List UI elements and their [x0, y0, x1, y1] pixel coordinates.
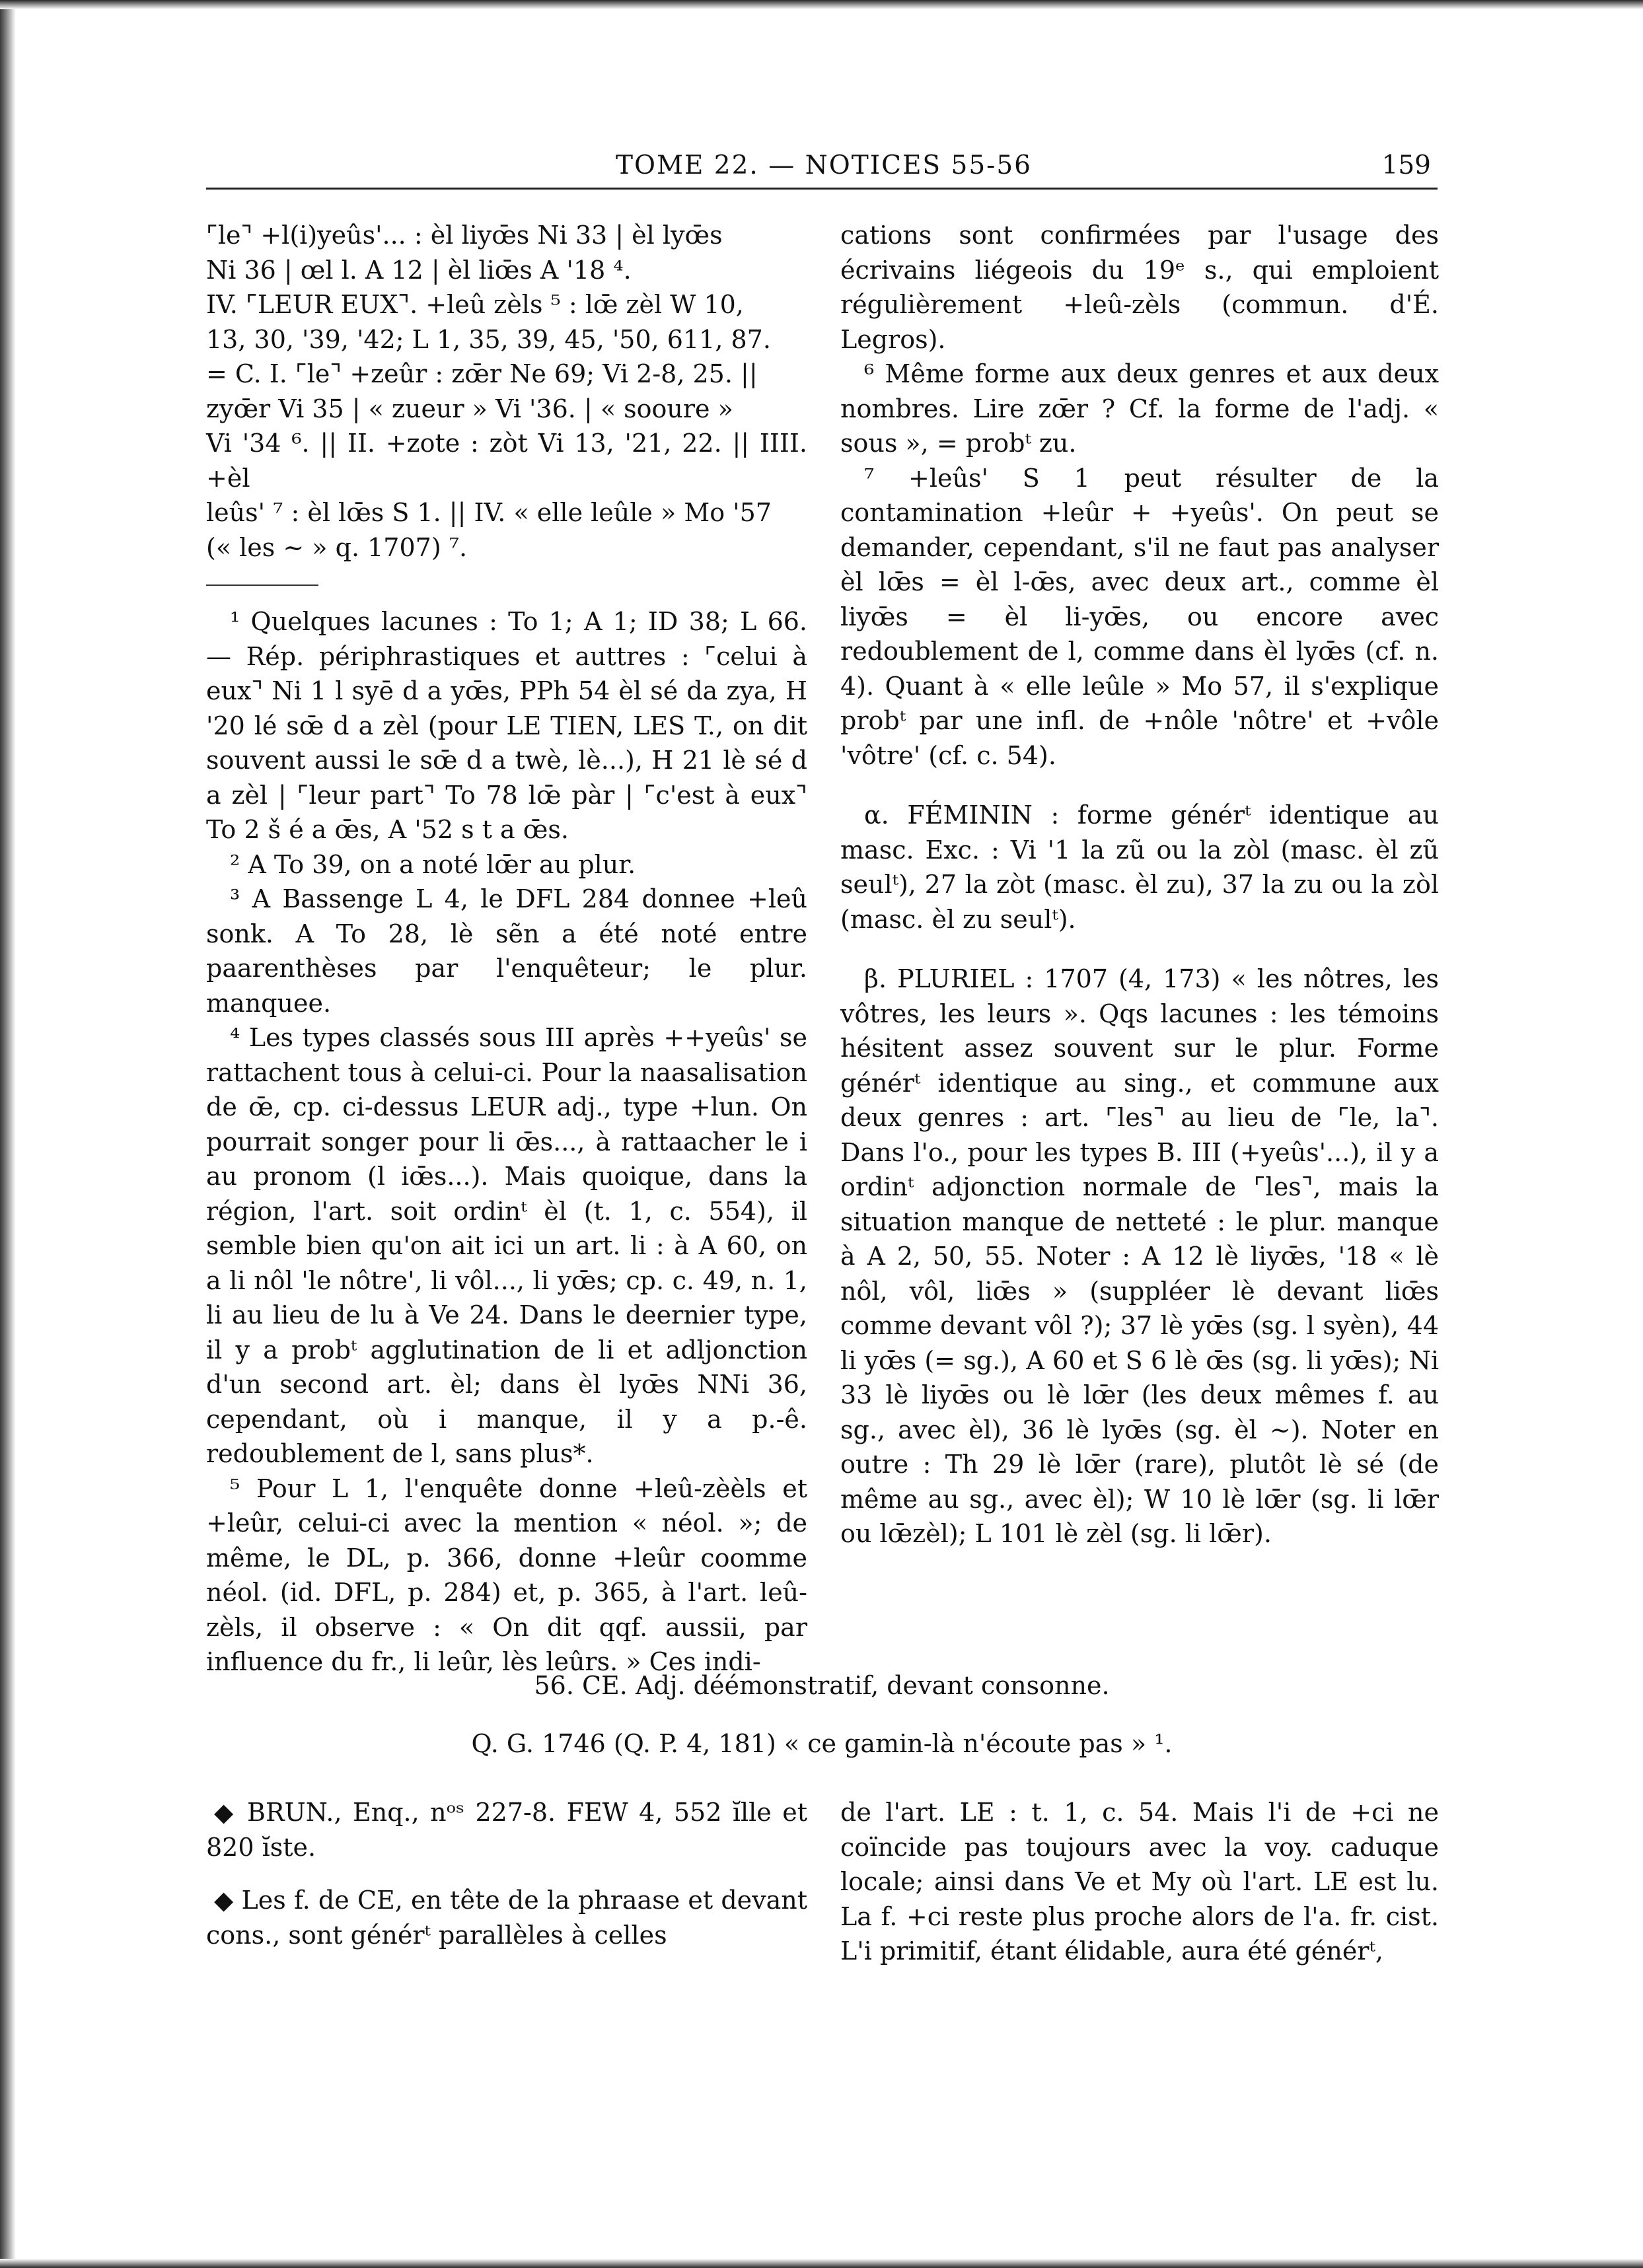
footnote-4: ⁴ Les types classés sous III après ++yeûs' se rattachent tous à celui-ci. Pour la naasalisation de œ̄, cp. ci-dessus LEUR adj., type +lun. On pourrait songer pour li œ̄s..., à rattaacher le i au pronom (l iœ̄s...). Mais quoique, dans la région, l'art. soit ordinᵗ èl (t. 1, c. 554), il semble bien qu'on ait ici un art. li : à A 60, on a li nôl 'le nôtre', li vôl..., li yœ̄s; cp. c. 49, n. 1, li au lieu de lu à Ve 24. Dans le deernier type, il y a probᵗ agglutination de li et adljonction d'un second art. èl; dans èl lyœ̄s NNi 36, cependant, où i manque, il y a p.-ê. redoublement de l, sans plus*.: [206, 1023, 807, 1468]
left-column: [206, 218, 807, 1680]
footnotes: [206, 604, 807, 1680]
scan-left-edge: [0, 0, 16, 2268]
running-title: TOME 22. — NOTICES 55-56: [616, 151, 1032, 180]
scan-top-edge: [0, 0, 1643, 9]
entry-56-reference: ◆ BRUN., Enq., nᵒˢ 227-8. FEW 4, 552 ĭlle et 820 ĭste.: [206, 1798, 807, 1862]
main-line: Ni 36 | œl l. A 12 | èl liœ̄s A '18 ⁴.: [206, 255, 632, 285]
footnotes-continued: [840, 218, 1439, 773]
page-number: 159: [1381, 151, 1431, 180]
main-line: 13, 30, '39, '42; L 1, 35, 39, 45, '50, 611, 87.: [206, 324, 771, 354]
footnote-2: ² A To 39, on a noté lœ̄r au plur.: [230, 849, 636, 879]
footnote-5-continued: cations sont confirmées par l'usage des écrivains liégeois du 19ᵉ s., qui emploient régulièrement +leû-zèls (commun. d'É. Legros).: [840, 221, 1439, 354]
main-line: leûs' ⁷ : èl lœ̄s S 1. || IV. « elle leûle » Mo '57: [206, 498, 772, 527]
footnote-1: ¹ Quelques lacunes : To 1; A 1; ID 38; L 66. — Rép. périphrastiques et auttres : ⌜celui à eux⌝ Ni 1 l syē d a yœ̄s, PPh 54 èl sé da zya, H '20 lé sœ̄ d a zèl (pour LE TIEN, LES T., on dit souvent aussi le sœ̄ d a twè, lè...), H 21 lè sé d a zèl | ⌜leur part⌝ To 78 lœ̄ pàr | ⌜c'est à eux⌝ To 2 š é a œ̄s, A '52 s t a œ̄s.: [206, 607, 807, 844]
footnote-rule: [206, 585, 318, 586]
footnote-7: ⁷ +leûs' S 1 peut résulter de la contamination +leûr + +yeûs'. On peut se demander, cependant, s'il ne faut pas analyser èl lœ̄s = èl l-œ̄s, avec deux art., comme èl liyœ̄s = èl li-yœ̄s, ou encore avec redoublement de l, comme dans èl lyœ̄s (cf. n. 4). Quant à « elle leûle » Mo 57, il s'explique probᵗ par une infl. de +nôle 'nôtre' et +vôle 'vôtre' (cf. c. 54).: [840, 463, 1439, 770]
section-feminine: α. FÉMININ : forme générᵗ identique au masc. Exc. : Vi '1 la zũ ou la zòl (masc. èl zũ seulᵗ), 27 la zòt (masc. èl zu), 37 la zu ou la zòl (masc. èl zu seulᵗ).: [840, 800, 1439, 934]
scan-bottom-edge: [0, 2259, 1643, 2268]
main-line: zyœ̄r Vi 35 | « zueur » Vi '36. | « sooure »: [206, 394, 733, 423]
entry-56-paragraph: ◆ Les f. de CE, en tête de la phraase et devant cons., sont générᵗ parallèles à celles: [206, 1886, 807, 1950]
entry-56-question: Q. G. 1746 (Q. P. 4, 181) « ce gamin-là n'écoute pas » ¹.: [471, 1729, 1173, 1758]
right-column: [840, 218, 1439, 1551]
footnote-3: ³ A Bassenge L 4, le DFL 284 donnee +leû sonk. A To 28, lè sẽn a été noté entre paarenthèses par l'enquêteur; le plur. manquee.: [206, 884, 807, 1018]
main-line: (« les ~ » q. 1707) ⁷.: [206, 532, 468, 562]
entry-55-main: [206, 218, 807, 565]
entry-56-heading: 56. CE. Adj. déémonstratif, devant consonne.: [534, 1671, 1110, 1700]
entry-56-right: [840, 1795, 1439, 1969]
main-line: ⌜le⌝ +l(i)yeûs'... : èl liyœ̄s Ni 33 | èl lyœ̄s: [206, 221, 723, 250]
main-line: IV. ⌜LEUR EUX⌝. +leû zèls ⁵ : lœ̄ zèl W 10,: [206, 290, 744, 319]
entry-56-continuation: de l'art. LE : t. 1, c. 54. Mais l'i de +ci ne coïncide pas toujours avec la voy. caduque locale; ainsi dans Ve et My où l'art. LE est lu. La f. +ci reste plus proche alors de l'a. fr. cist. L'i primitif, étant élidable, aura été générᵗ,: [840, 1798, 1439, 1966]
main-line: = C. I. ⌜le⌝ +zeûr : zœ̄r Ne 69; Vi 2-8, 25. ||: [206, 359, 758, 388]
page-header: [206, 151, 1438, 190]
main-line: Vi '34 ⁶. || II. +zote : zòt Vi 13, '21, 22. || IIII. +èl: [206, 429, 807, 493]
footnote-6: ⁶ Même forme aux deux genres et aux deux nombres. Lire zœ̄r ? Cf. la forme de l'adj. « sous », = probᵗ zu.: [840, 359, 1439, 458]
entry-56-left: [206, 1795, 807, 1952]
section-plural: β. PLURIEL : 1707 (4, 173) « les nôtres, les vôtres, les leurs ». Qqs lacunes : les témoins hésitent assez souvent sur le plur. Forme générᵗ identique au sing., et commune aux deux genres : art. ⌜les⌝ au lieu de ⌜le, la⌝. Dans l'o., pour les types B. III (+yeûs'...), il y a ordinᵗ adjonction normale de ⌜les⌝, mais la situation manque de netteté : le plur. manque à A 2, 50, 55. Noter : A 12 lè liyœ̄s, '18 « lè nôl, vôl, liœ̄s » (suppléer lè devant liœ̄s comme devant vôl ?); 37 lè yœ̄s (sg. l syèn), 44 li yœ̄s (= sg.), A 60 et S 6 lè œ̄s (sg. li yœ̄s); Ni 33 lè liyœ̄s ou lè lœ̄r (les deux mêmes f. au sg., avec èl), 36 lè lyœ̄s (sg. èl ~). Noter en outre : Th 29 lè lœ̄r (rare), plutôt lè sé (de même au sg., avec èl); W 10 lè lœ̄r (sg. li lœ̄r ou lœ̄zèl); L 101 lè zèl (sg. li lœ̄r).: [840, 964, 1439, 1548]
footnote-5: ⁵ Pour L 1, l'enquête donne +leû-zèèls et +leûr, celui-ci avec la mention « néol. »; de même, le DL, p. 366, donne +leûr coomme néol. (id. DFL, p. 284) et, p. 365, à l'art. leû-zèls, il observe : « On dit qqf. aussii, par influence du fr., li leûr, lès leûrs. » Ces indi-: [206, 1473, 807, 1676]
